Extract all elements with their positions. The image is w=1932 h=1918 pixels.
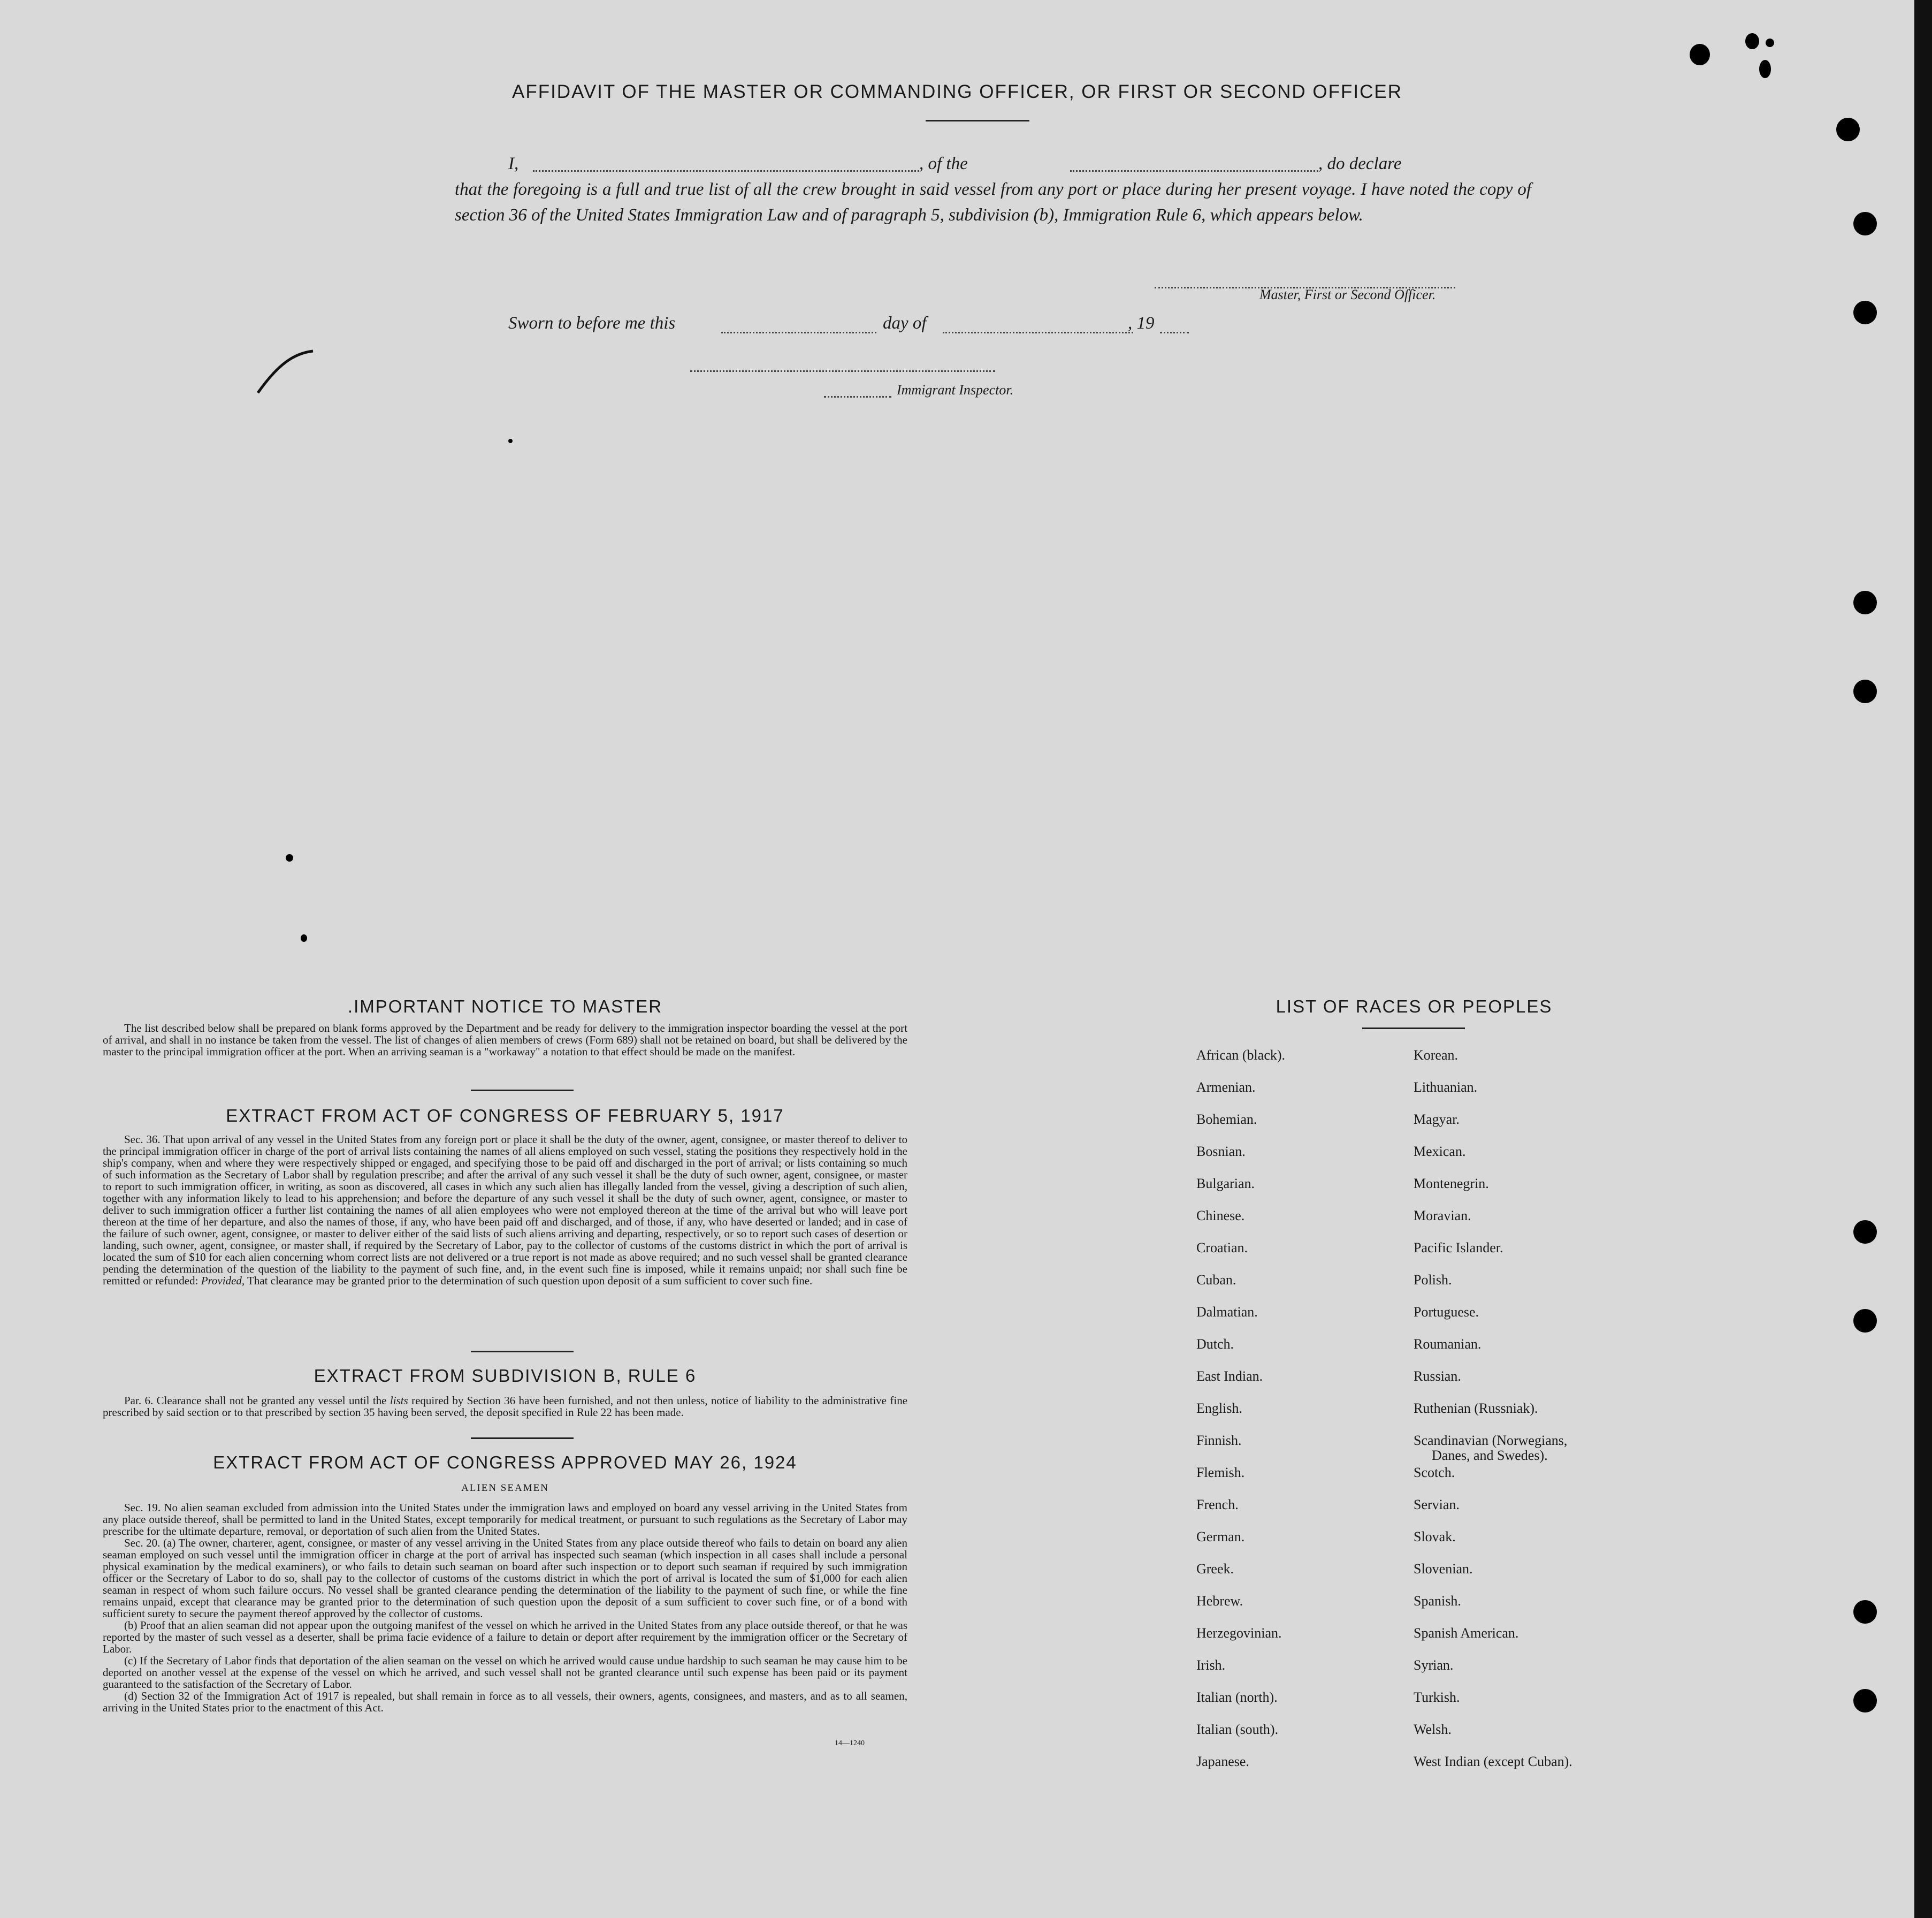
right-race-item: Polish. [1414,1272,1452,1288]
left-race-item: Cuban. [1196,1272,1236,1288]
sec20c-text: (c) If the Secretary of Labor finds that deportation of the alien seaman on the vessel on which he arrived would cause undue hardship to such seaman he may cause him to be deported on another vessel at the expense of the vessel on which he arrived, and such vessel shall not be granted clearance until such expense has been paid or its payment guaranteed to the satisfaction of the Secretary of Labor. [103,1654,907,1691]
master-signature-label: Master, First or Second Officer. [1259,287,1436,302]
sec36-text: Sec. 36. That upon arrival of any vessel in the United States from any foreign port or place it shall be the duty of the owner, agent, consignee, or master thereof to deliver to the principal immigration officer in charge of the port of arrival lists containing the names of all aliens employed on such vessel, stating the positions they respectively hold in the ship's company, when and where they were respectively shipped or engaged, and specifying those to be paid off and discharged in the port of arrival; or lists containing so much of such information as the Secretary of Labor shall by regulation prescribe; and after the arrival of any such vessel it shall be the duty of such owner, agent, consignee, or master to report to such immigration officer, in writing, as soon as discovered, all cases in which any such alien has illegally landed from the vessel, giving a description of such alien, together with any information likely to lead to his apprehension; and before the departure of any such vessel it shall be the duty of such owner, agent, consignee, or master to deliver to such immigration officer a further list containing the names of all alien employees who were not employed thereon at the time of the arrival but who will leave port thereon at the time of her departure, and also the names of those, if any, who have been paid off and discharged, and of those, if any, who have deserted or landed; and in case of the failure of such owner, agent, consignee, or master to deliver either of the said lists of such aliens arriving and departing, respectively, or so to report such cases of desertion or landing, such owner, agent, consignee, or master shall, if required by the Secretary of Labor, pay to the collector of customs of the customs district in which the port of arrival is located the sum of $10 for each alien concerning whom correct lists are not delivered or a true report is not made as above required; and no such vessel shall be granted clearance pending the determination of the question of the liability to the payment of such fine, and, in the event such fine is imposed, while it remains unpaid; nor shall such fine be remitted or refunded: [103,1133,907,1287]
inspector-label: Immigrant Inspector. [897,382,1014,398]
punch-hole [1853,301,1877,324]
left-race-item: Finnish. [1196,1433,1242,1448]
right-race-item: Syrian. [1414,1657,1454,1673]
left-race-item: East Indian. [1196,1368,1263,1384]
declaration-do-declare: , do declare [1318,154,1402,173]
left-race-item: English. [1196,1401,1242,1416]
affidavit-title: AFFIDAVIT OF THE MASTER OR COMMANDING OFFICER, OR FIRST OR SECOND OFFICER [511,81,1403,102]
rule6-title: EXTRACT FROM SUBDIVISION B, RULE 6 [314,1366,697,1386]
right-race-item: Montenegrin. [1414,1176,1489,1191]
right-race-item: Slovak. [1414,1529,1456,1544]
left-race-item: Bulgarian. [1196,1176,1255,1191]
alien-seamen-subtitle: ALIEN SEAMEN [461,1482,549,1494]
left-race-item: Hebrew. [1196,1593,1243,1609]
pen-stroke [251,348,316,396]
right-race-item: Portuguese. [1414,1304,1479,1320]
ink-blot [1745,33,1759,49]
left-race-item: Japanese. [1196,1754,1249,1769]
inspector-prefix-line[interactable] [824,396,891,398]
ink-speck [508,439,513,443]
punch-hole [1853,680,1877,703]
sec19-text: Sec. 19. No alien seaman excluded from admission into the United States under the immigration laws and employed on board any vessel arriving in the United States from any place outside thereof, shall be permitted to land in the United States, except temporarily for medical treatment, or pursuant to such regulations as the Secretary of Labor may prescribe for the ultimate departure, removal, or deportation of such alien from the United States. [103,1501,907,1538]
left-race-item: Croatian. [1196,1240,1248,1255]
sec36-end: That clearance may be granted prior to the determination of such question upon deposit of a sum sufficient to cover such fine. [247,1274,813,1287]
left-race-item: German. [1196,1529,1245,1544]
ink-blot [1759,60,1771,78]
right-race-item: Turkish. [1414,1689,1460,1705]
ink-blot [1766,39,1774,47]
sec20b-text: (b) Proof that an alien seaman did not appear upon the outgoing manifest of the vessel on which he arrived in the United States from any place outside thereof, or that he was reported by the master of such vessel as a deserter, shall be prima facie evidence of a failure to detain or deport after requirement by the immigration officer or the Secretary of Labor. [103,1619,907,1655]
right-race-item: Spanish American. [1414,1625,1519,1641]
left-race-item: Bohemian. [1196,1112,1257,1127]
declaration-i: I, [508,154,519,173]
notice-text: The list described below shall be prepared on blank forms approved by the Department and be ready for delivery to the immigration inspector boarding the vessel at the port of arrival, and shall in no instance be taken from the vessel. The list of changes of alien members of crews (Form 689) shall not be retained on board, but shall be delivered by the master to the principal immigration officer at the port. When an arriving seaman is a "workaway" a notation to that effect should be made on the manifest. [103,1022,907,1058]
left-race-item: Dalmatian. [1196,1304,1258,1320]
right-race-item: Roumanian. [1414,1336,1482,1352]
punch-hole [1853,212,1877,235]
sworn-prefix: Sworn to before me this [508,314,676,333]
sworn-year-line[interactable] [1160,332,1189,333]
left-race-item: Italian (south). [1196,1722,1279,1737]
extract-1917-body [103,1133,907,1287]
races-divider [1362,1028,1465,1029]
left-race-item: Irish. [1196,1657,1226,1673]
section-divider [471,1351,574,1352]
left-race-item: Italian (north). [1196,1689,1278,1705]
name-field-line[interactable] [533,170,919,172]
punch-hole [1853,1220,1877,1244]
declaration-line [455,151,1531,177]
declaration-of-the: , of the [919,154,968,173]
sworn-year: , 19 [1128,314,1155,333]
provided-word: Provided, [201,1274,245,1287]
right-race-item: Russian. [1414,1368,1461,1384]
sec20a-text: Sec. 20. (a) The owner, charterer, agent, consignee, or master of any vessel arriving in the United States from any place outside thereof who fails to detain on board any alien seaman employed on such vessel until the immigration officer in charge at the port of arrival has inspected such seaman (which inspection in all cases shall include a personal physical examination by the medical examiners), or who fails to detain such seaman on board after such inspection or to deport such seaman if required by such immigration officer or the Secretary of Labor to do so, shall pay to the collector of customs of the customs district in which the port of arrival is located the sum of $1,000 for each alien seaman in respect of whom such failure occurs. No vessel shall be granted clearance pending the determination of the liability to the payment of such fine, or while the fine remains unpaid, except that clearance may be granted prior to the determination of such question upon the deposit of a sum sufficient to cover such fine, or of a bond with sufficient surety to secure the payment thereof approved by the collector of customs. [103,1536,907,1620]
sec20d-text: (d) Section 32 of the Immigration Act of 1917 is repealed, but shall remain in force as to all vessels, their owners, agents, consignees, and masters, and as to all seamen, arriving in the United States prior to the enactment of this Act. [103,1689,907,1714]
left-race-item: Chinese. [1196,1208,1245,1223]
inspector-signature-line[interactable] [690,370,995,372]
left-race-item: French. [1196,1497,1239,1512]
ink-blot [1690,44,1710,65]
right-race-item: Moravian. [1414,1208,1471,1223]
right-race-item: Welsh. [1414,1722,1452,1737]
declaration-block [455,151,1531,228]
races-title: LIST OF RACES OR PEOPLES [1276,996,1553,1016]
sworn-month-line[interactable] [943,332,1133,333]
left-race-item: African (black). [1196,1047,1286,1063]
right-race-item: Korean. [1414,1047,1458,1063]
left-race-item: Dutch. [1196,1336,1234,1352]
extract-1924-title: EXTRACT FROM ACT OF CONGRESS APPROVED MAY 26, 1924 [213,1452,797,1472]
title-divider [926,120,1029,121]
right-race-item: Spanish. [1414,1593,1461,1609]
extract-1924-body [103,1502,907,1714]
par6-text: Par. 6. Clearance shall not be granted any vessel until the [124,1394,387,1407]
punch-hole [1853,1600,1877,1624]
right-race-item: Magyar. [1414,1112,1460,1127]
punch-hole [1853,591,1877,614]
declaration-body: that the foregoing is a full and true list of all the crew brought in said vessel from any port or place during her present voyage. I have noted the copy of section 36 of the United States Immigration Law and of paragraph 5, subdivision (b), Immigration Rule 6, which appears below. [455,180,1531,225]
right-race-item: Scotch. [1414,1465,1455,1480]
punch-hole [1836,118,1860,141]
rule6-body [103,1395,907,1418]
right-race-item: West Indian (except Cuban). [1414,1754,1572,1769]
section-divider [471,1090,574,1091]
right-race-item: Ruthenian (Russniak). [1414,1401,1538,1416]
extract-1917-title: EXTRACT FROM ACT OF CONGRESS OF FEBRUARY 5, 1917 [226,1106,784,1125]
left-race-item: Bosnian. [1196,1144,1246,1159]
notice-body [103,1022,907,1057]
form-number: 14—1240 [835,1739,865,1747]
left-race-item: Greek. [1196,1561,1234,1577]
right-race-item: Servian. [1414,1497,1460,1512]
right-race-continuation: Danes, and Swedes). [1432,1448,1548,1463]
lists-word: lists [390,1394,408,1407]
ink-speck [301,934,307,942]
sworn-day-line[interactable] [721,332,876,333]
notice-title: .IMPORTANT NOTICE TO MASTER [347,996,663,1016]
left-race-item: Herzegovinian. [1196,1625,1282,1641]
vessel-field-line[interactable] [1070,170,1318,172]
section-divider [471,1437,574,1439]
par6-end: required by Section 36 have been furnished, and not then unless, notice of liability to the administrative fine prescribed by said section or to that prescribed by section 35 having been served, the deposit specified in Rule 22 has been made. [103,1394,908,1419]
right-race-item: Slovenian. [1414,1561,1473,1577]
left-race-item: Armenian. [1196,1079,1256,1095]
right-race-item: Mexican. [1414,1144,1466,1159]
sworn-day-of: day of [883,314,927,333]
ink-speck [286,854,293,862]
right-race-item: Pacific Islander. [1414,1240,1503,1255]
punch-hole [1853,1309,1877,1333]
left-race-item: Flemish. [1196,1465,1245,1480]
punch-hole [1853,1689,1877,1712]
right-race-item: Lithuanian. [1414,1079,1478,1095]
right-race-item: Scandinavian (Norwegians, [1414,1433,1568,1448]
